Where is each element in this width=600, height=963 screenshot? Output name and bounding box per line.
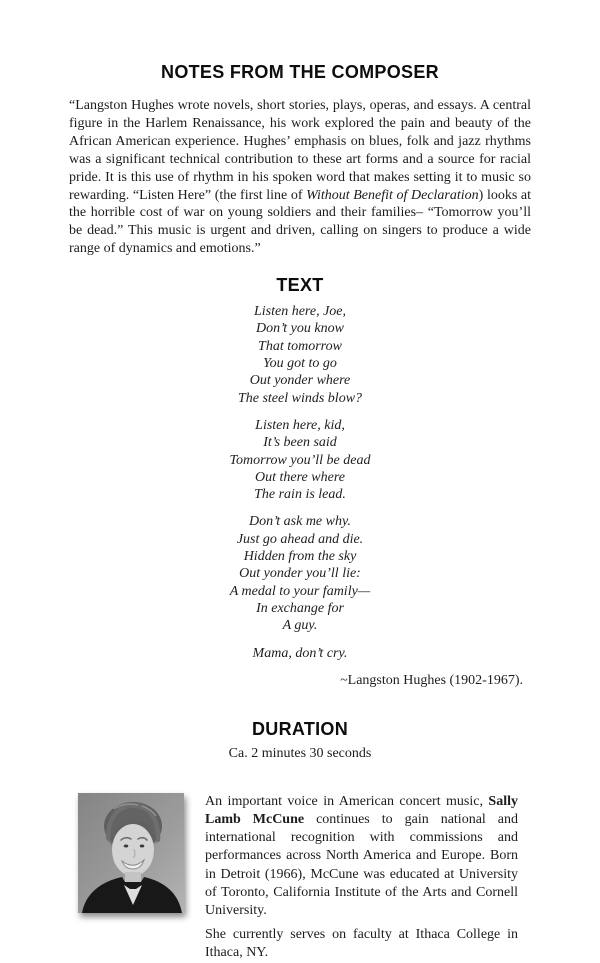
poem-line: Just go ahead and die. xyxy=(236,531,364,547)
poem-line: A guy. xyxy=(282,618,318,634)
poem-line: You got to go xyxy=(263,356,337,372)
poem-line: Listen here, Joe, xyxy=(253,304,346,320)
poem-line: That tomorrow xyxy=(258,338,342,354)
poem-line: Tomorrow you’ll be dead xyxy=(229,452,371,468)
notes-text-segment: “Langston Hughes wrote novels, short stories, plays, operas, and essays. A central figure in the Harlem Renaissance, his work explored the pain and beauty of the African American experience. Hughes’ emphasis on blues, folk and jazz rhythms was a significant technical contribution to these art forms and a source for racial pride. It is this use of rhythm in his spoken word that makes setting it to music so rewarding. “Listen Here” (the first line of xyxy=(69,98,531,203)
poem-line: The steel winds blow? xyxy=(237,390,363,406)
composer-bio-text xyxy=(205,793,518,963)
poem-line: Out yonder you’ll lie: xyxy=(239,566,361,582)
poem-stanza-2 xyxy=(0,417,600,503)
composer-name-bold: Sally Lamb McCune xyxy=(205,793,518,827)
duration-value: Ca. 2 minutes 30 seconds xyxy=(228,745,372,761)
poem-line: Out there where xyxy=(255,469,345,485)
bio-paragraph-1 xyxy=(205,793,518,920)
poem-line: Hidden from the sky xyxy=(243,549,357,565)
composer-photo xyxy=(78,793,184,913)
bio-text-segment: continues to gain national and international recognition with commissions and performances across North America and Europe. Born in Detroit (1966), McCune was educated at University of Toronto, California Institute of the Arts and Cornell University. xyxy=(205,812,518,919)
poem-line: A medal to your family— xyxy=(229,583,371,599)
poem-line: Don’t you know xyxy=(256,321,344,337)
work-title-italic: Without Benefit of Declaration xyxy=(306,187,479,203)
poem xyxy=(0,303,600,689)
poem-line: It’s been said xyxy=(263,435,337,451)
poem-stanza-3 xyxy=(0,513,600,634)
poem-line: Out yonder where xyxy=(249,373,351,389)
composer-notes-paragraph xyxy=(69,97,531,258)
poem-line: Don’t ask me why. xyxy=(249,514,351,530)
text-heading: TEXT xyxy=(276,275,324,296)
composer-portrait-image xyxy=(78,793,184,913)
notes-text-segment: ) looks at the horrible cost of war on young soldiers and their families– “Tomorrow you’ll be dead.” This music is urgent and driven, calling on singers to produce a wide range of dynamics and emotions.” xyxy=(69,187,531,257)
poem-attribution: ~Langston Hughes (1902-1967). xyxy=(340,672,523,688)
bio-paragraph-2: She currently serves on faculty at Ithaca College in Ithaca, NY. xyxy=(205,927,518,961)
poem-line: Listen here, kid, xyxy=(255,417,345,433)
poem-line: The rain is lead. xyxy=(254,487,346,503)
poem-stanza-4 xyxy=(0,645,600,662)
composer-bio-section xyxy=(0,793,600,963)
notes-from-composer-heading: NOTES FROM THE COMPOSER xyxy=(161,62,439,82)
poem-line: In exchange for xyxy=(256,600,344,616)
poem-line: Mama, don’t cry. xyxy=(252,645,348,661)
bio-text-segment: An important voice in American concert music, xyxy=(205,793,489,809)
duration-heading: DURATION xyxy=(251,718,349,739)
poem-stanza-1 xyxy=(0,303,600,407)
